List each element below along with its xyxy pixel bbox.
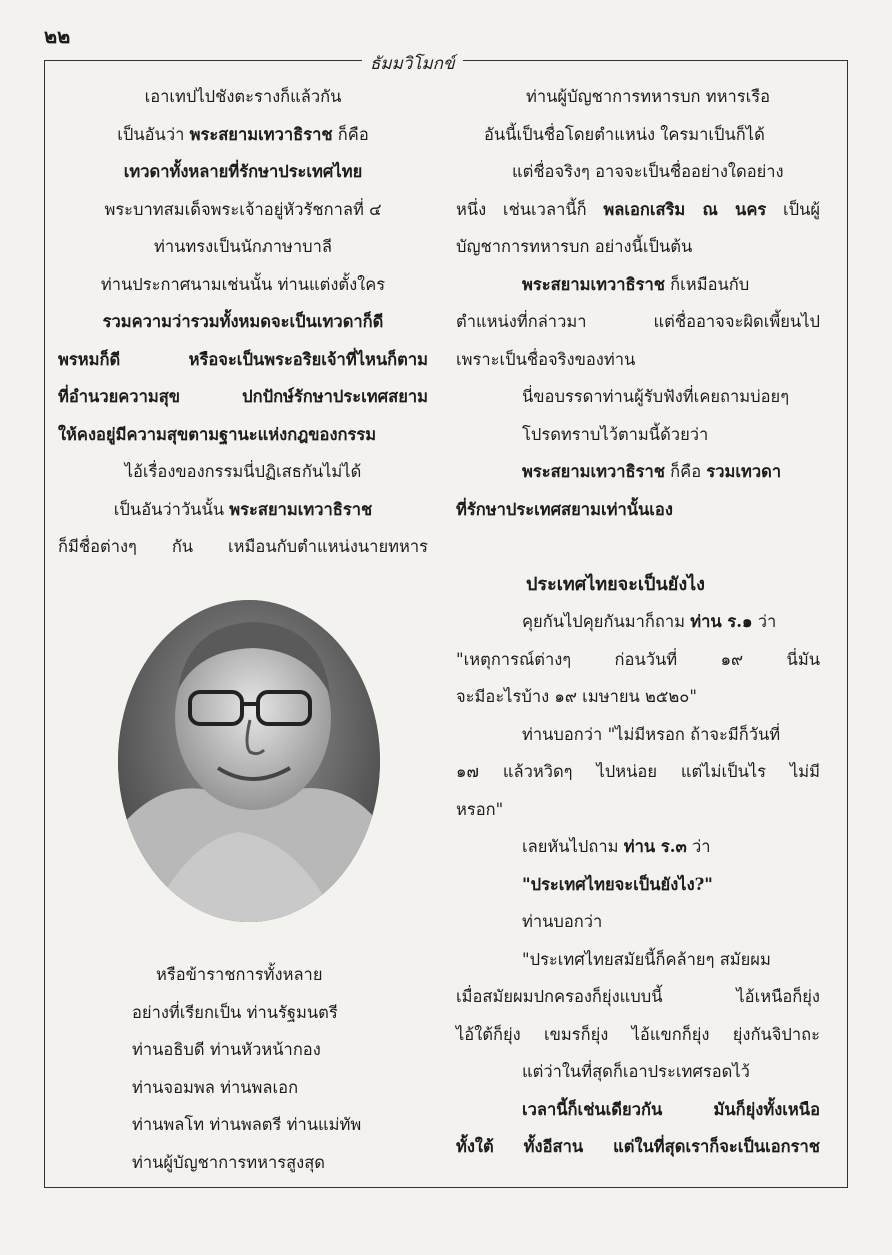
paragraph-line — [456, 266, 820, 304]
paragraph-line — [58, 378, 428, 416]
spacer — [456, 528, 820, 566]
text-run: ก็เหมือนกับ — [664, 274, 750, 294]
right-column — [456, 78, 820, 1166]
bold-text: พระสยามเทวาธิราช — [522, 274, 665, 294]
bold-text: ที่อำนวยความสุข ปกปักษ์รักษาประเทศสยาม — [58, 387, 428, 406]
bold-text: ที่รักษาประเทศสยามเท่านั้นเอง — [456, 499, 673, 519]
bold-text: รวมเทวดา — [706, 462, 782, 481]
paragraph-line: ตำแหน่งที่กล่าวมา แต่ชื่ออาจจะผิดเพี้ยนไป — [456, 312, 820, 331]
paragraph-line: ท่านประกาศนามเช่นนั้น ท่านแต่งตั้งใคร — [100, 274, 386, 294]
text-run: เลยหันไปถาม — [522, 837, 624, 856]
paragraph-line: ท่านอธิบดี ท่านหัวหน้ากอง — [132, 1040, 321, 1059]
bold-text: รวมความว่ารวมทั้งหมดจะเป็นเทวดาก็ดี — [102, 312, 384, 331]
text-run: ว่า — [686, 837, 711, 856]
text-run: เป็นผู้ — [766, 199, 821, 219]
paragraph-line — [456, 191, 820, 229]
paragraph-line — [456, 828, 820, 866]
paragraph-line — [456, 1128, 820, 1166]
page-number: ๒๒ — [44, 24, 71, 48]
paragraph-line: เพราะเป็นชื่อจริงของท่าน — [456, 349, 636, 369]
paragraph-line: ท่านผู้บัญชาการทหารสูงสุด — [132, 1152, 325, 1172]
running-title: ธัมมวิโมกข์ — [362, 50, 463, 77]
paragraph-line: "เหตุการณ์ต่างๆ ก่อนวันที่ ๑๙ นี่มัน — [456, 649, 820, 669]
paragraph-line: ท่านทรงเป็นนักภาษาบาลี — [153, 237, 332, 256]
paragraph-line — [58, 341, 428, 379]
paragraph-line — [58, 491, 428, 529]
paragraph-line: หรอก" — [456, 799, 504, 819]
paragraph-line — [58, 116, 428, 154]
bold-text: "ประเทศไทยจะเป็นยังไง?" — [522, 874, 713, 894]
paragraph-line: ๑๗ แล้วหวิดๆ ไปหน่อย แต่ไม่เป็นไร ไม่มี — [456, 762, 820, 781]
bold-text: เวลานี้ก็เช่นเดียวกัน มันก็ยุ่งทั้งเหนือ — [522, 1099, 820, 1119]
paragraph-line — [456, 866, 820, 904]
paragraph-line: ท่านจอมพล ท่านพลเอก — [132, 1077, 299, 1097]
portrait-illustration — [118, 600, 380, 922]
paragraph-line: อย่างที่เรียกเป็น ท่านรัฐมนตรี — [132, 1002, 338, 1022]
paragraph-line — [456, 491, 820, 529]
paragraph-line: ท่านบอกว่า "ไม่มีหรอก ถ้าจะมีก็วันที่ — [522, 724, 781, 744]
bold-text: พระสยามเทวาธิราช — [522, 462, 665, 481]
bold-text: พระสยามเทวาธิราช — [189, 124, 333, 144]
paragraph-line: ท่านพลโท ท่านพลตรี ท่านแม่ทัพ — [132, 1115, 362, 1134]
bold-text: พรหมก็ดี หรือจะเป็นพระอริยเจ้าที่ไหนก็ตาม — [58, 349, 428, 369]
text-run: เป็นอันว่าวันนั้น — [113, 499, 230, 519]
left-column — [58, 78, 428, 566]
bold-text: ประเทศไทยจะเป็นยังไง — [526, 573, 705, 595]
paragraph-line: บัญชาการทหารบก อย่างนี้เป็นต้น — [456, 237, 693, 256]
paragraph-line: นี่ขอบรรดาท่านผู้รับฟังที่เคยถามบ่อยๆ — [522, 387, 790, 406]
paragraph-line: อันนี้เป็นชื่อโดยตำแหน่ง ใครมาเป็นก็ได้ — [484, 124, 765, 144]
bold-text: ทั้งใต้ ทั้งอีสาน แต่ในที่สุดเราก็จะเป็นเอกราช — [456, 1137, 820, 1156]
paragraph-line — [456, 1091, 820, 1129]
bold-text: ท่าน ร.๓ — [623, 837, 687, 856]
paragraph-line — [58, 416, 428, 454]
bold-text: ให้คงอยู่มีความสุขตามฐานะแห่งกฎของกรรม — [58, 424, 377, 444]
text-run: เป็นอันว่า — [117, 124, 190, 144]
text-run: หนึ่ง เช่นเวลานี้ก็ — [456, 199, 604, 219]
paragraph-line — [58, 303, 428, 341]
text-run: คุยกันไปคุยกันมาก็ถาม — [522, 612, 691, 631]
bold-text: พระสยามเทวาธิราช — [229, 499, 373, 519]
paragraph-line — [456, 603, 820, 641]
paragraph-line: ไอ้ใต้ก็ยุ่ง เขมรก็ยุ่ง ไอ้แขกก็ยุ่ง ยุ่งกันจิปาถะ — [456, 1024, 820, 1044]
paragraph-line: หรือข้าราชการทั้งหลาย — [156, 965, 323, 984]
text-run: ว่า — [752, 612, 777, 631]
bold-text: เทวดาทั้งหลายที่รักษาประเทศไทย — [123, 162, 363, 181]
paragraph-line: ท่านผู้บัญชาการทหารบก ทหารเรือ — [526, 87, 771, 106]
paragraph-line: โปรดทราบไว้ตามนี้ด้วยว่า — [522, 424, 709, 444]
paragraph-line: แต่ว่าในที่สุดก็เอาประเทศรอดไว้ — [522, 1062, 750, 1081]
paragraph-line: "ประเทศไทยสมัยนี้ก็คล้ายๆ สมัยผม — [522, 949, 771, 969]
paragraph-line: พระบาทสมเด็จพระเจ้าอยู่หัวรัชกาลที่ ๔ — [104, 199, 382, 219]
paragraph-line: ไอ้เรื่องของกรรมนี่ปฏิเสธกันไม่ได้ — [124, 462, 362, 481]
monk-portrait-photo — [118, 600, 380, 922]
paragraph-line: ท่านบอกว่า — [522, 912, 603, 931]
paragraph-line: จะมีอะไรบ้าง ๑๙ เมษายน ๒๕๒๐" — [456, 687, 697, 706]
paragraph-line: เมื่อสมัยผมปกครองก็ยุ่งแบบนี้ ไอ้เหนือก็ยุ่ง — [456, 987, 820, 1006]
text-run: ก็คือ — [332, 124, 369, 144]
paragraph-line: เอาเทปไปชังตะรางก็แล้วกัน — [144, 87, 342, 106]
paragraph-line: ก็มีชื่อต่างๆ กัน เหมือนกับตำแหน่งนายทหาร — [58, 537, 428, 556]
text-run: ก็คือ — [664, 462, 707, 481]
section-heading — [456, 566, 820, 604]
paragraph-line — [58, 153, 428, 191]
bold-text: ท่าน ร.๑ — [690, 612, 753, 631]
paragraph-line: แต่ชื่อจริงๆ อาจจะเป็นชื่ออย่างใดอย่าง — [512, 162, 784, 181]
paragraph-line — [456, 453, 820, 491]
left-column-bottom — [58, 956, 428, 1181]
bold-text: พลเอกเสริม ณ นคร — [603, 199, 767, 219]
